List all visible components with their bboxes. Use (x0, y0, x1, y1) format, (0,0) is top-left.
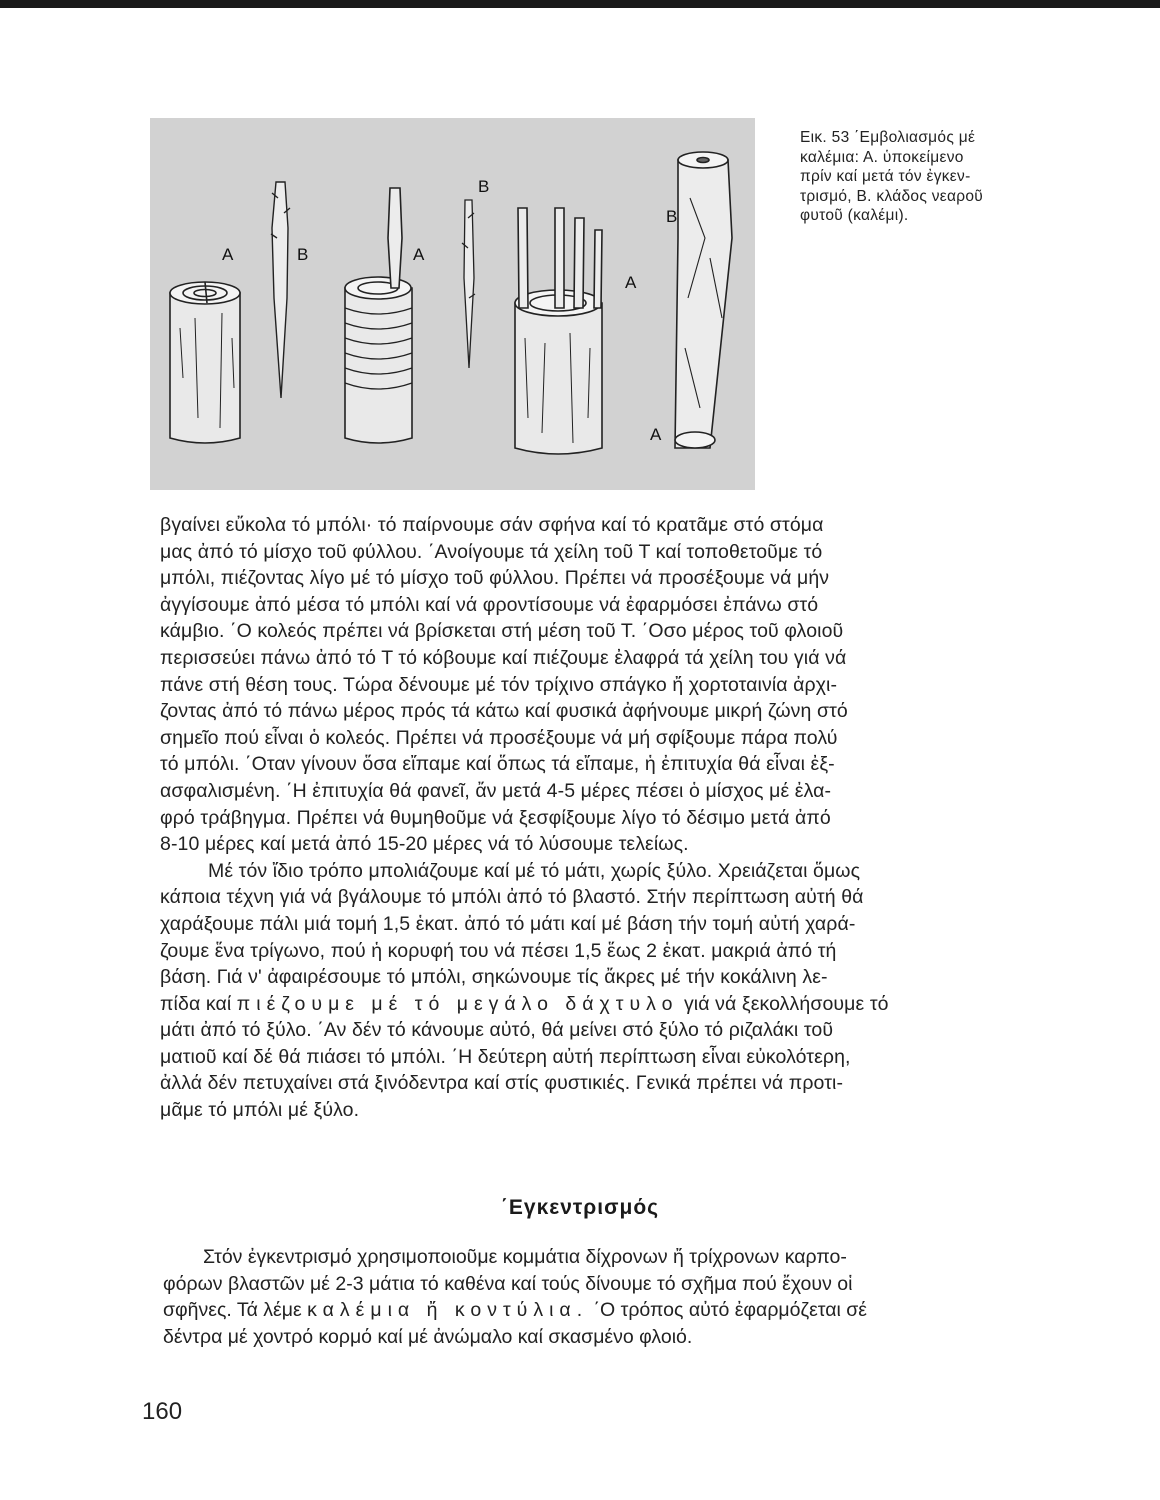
text-line: Μέ τόν ἴδιο τρόπο μπολιάζουμε καί μέ τό μάτι, χωρίς ξύλο. Χρειάζεται ὅμως (208, 859, 861, 882)
text-run: ΄Ο τρόπος αὐτό ἐφαρμόζεται σέ (593, 1299, 867, 1322)
text-line: μας ἀπό τό μίσχο τοῦ φύλλου. ΄Ανοίγουμε τά χείλη τοῦ Τ καί τοποθετοῦμε τό (160, 540, 823, 563)
emphasized-text: καλέμια ἤ κοντύλια. (307, 1299, 589, 1322)
text-line: μάτι ἀπό τό ξύλο. ΄Αν δέν τό κάνουμε αὐτό, θά μείνει στό ξύλο τό ριζαλάκι τοῦ (160, 1019, 834, 1042)
caption-line: φυτοῦ (καλέμι). (800, 207, 909, 224)
stock-tied-trunk (345, 188, 412, 443)
text-line (163, 1297, 1075, 1324)
text-line: βγαίνει εὔκολα τό μπόλι· τό παίρνουμε σάν σφήνα καί τό κρατᾶμε στό στόμα (160, 514, 824, 536)
text-line: ζουμε ἕνα τρίγωνο, πού ἡ κορυφή του νά πέσει 1,5 ἕως 2 ἑκατ. μακριά ἀπό τή (160, 939, 837, 962)
text-line: φρό τράβηγμα. Πρέπει νά θυμηθοῦμε νά ξεσφίξουμε λίγο τό δέσιμο μετά ἀπό (160, 806, 831, 829)
emphasized-text: πιέζουμε μέ τό μεγάλο δάχτυλο (236, 992, 679, 1015)
label-b-3: B (666, 207, 678, 226)
text-line: δέντρα μέ χοντρό κορμό καί μέ ἀνώμαλο καί σκασμένο φλοιό. (163, 1325, 693, 1348)
text-line: κάποια τέχνη γιά νά βγάλουμε τό μπόλι ἀπό τό βλαστό. Στήν περίπτωση αὐτή θά (160, 886, 864, 909)
text-run: πίδα καί (160, 992, 232, 1015)
text-run: γιά νά ξεκολλήσουμε τό (683, 992, 889, 1015)
text-line: ματιοῦ καί δέ θά πιάσει τό μπόλι. ΄Η δεύτερη αὐτή περίπτωση εἶναι εὐκολότερη, (160, 1045, 851, 1068)
label-b-1: B (297, 245, 309, 264)
text-line: τό μπόλι. ΄Οταν γίνουν ὅσα εἴπαμε καί ὅπως τά εἴπαμε, ἡ ἐπιτυχία θά εἶναι ἐξ- (160, 753, 835, 776)
scion-2 (462, 200, 475, 368)
text-line: φόρων βλαστῶν μέ 2-3 μάτια τό καθένα καί τούς δίνουμε τό σχῆμα πού ἔχουν οἱ (163, 1272, 853, 1295)
caption-line: Εικ. 53 ΄Εμβολιασμός μέ (800, 129, 976, 146)
text-line: ἀγγίσουμε ἀπό μέσα τό μπόλι καί νά φροντίσουμε νά ἐφαρμόσει ἐπάνω στό (160, 593, 819, 616)
caption-line: πρίν καί μετά τόν ἐγκεν- (800, 168, 971, 185)
section-heading: ΄Εγκεντρισμός (500, 1196, 660, 1219)
caption-line: καλέμια: Α. ὑποκείμενο (800, 148, 964, 166)
stock-split-trunk (170, 282, 240, 443)
figure-53-illustration (150, 118, 755, 490)
text-line: σημεῖο πού εἶναι ὁ κολεός. Πρέπει νά προσέξουμε νά μή σφίξουμε πάρα πολύ (160, 726, 838, 749)
figure-caption (800, 128, 1050, 226)
scion-1 (271, 182, 290, 398)
text-line: 8-10 μέρες καί μετά ἀπό 15-20 μέρες νά τό λύσουμε τελείως. (160, 833, 689, 856)
text-run: σφῆνες. Τά λέμε (163, 1299, 302, 1322)
label-b-2: B (478, 177, 490, 196)
page-top-edge (0, 0, 1160, 8)
text-line: πάνε στή θέση τους. Τώρα δένουμε μέ τόν τρίχινο σπάγκο ἤ χορτοταινία ἀρχι- (160, 673, 838, 696)
text-line: χαράξουμε πάλι μιά τομή 1,5 ἑκατ. ἀπό τό μάτι καί μέ βάση τήν τομή αὐτή χαρά- (160, 912, 856, 935)
section-paragraph (163, 1244, 1075, 1350)
text-line: μᾶμε τό μπόλι μέ ξύλο. (160, 1099, 360, 1122)
page-number: 160 (142, 1398, 183, 1425)
text-line: ἀλλά δέν πετυχαίνει στά ξινόδεντρα καί στίς φυστικιές. Γενικά πρέπει νά προτι- (160, 1072, 844, 1095)
label-a-2: A (413, 245, 425, 264)
text-line: ζοντας ἀπό τό πάνω μέρος πρός τά κάτω καί φυσικά ἀφήνουμε μικρή ζώνη στό (160, 700, 848, 723)
stock-multi-scion (515, 208, 602, 454)
label-a-1: A (222, 245, 234, 264)
text-line (160, 991, 1075, 1018)
caption-line: τρισμό, Β. κλάδος νεαροῦ (800, 187, 984, 205)
text-line: περισσεύει πάνω ἀπό τό Τ τό κόβουμε καί πιέζουμε ἐλαφρά τά χείλη του γιά νά (160, 646, 847, 669)
text-line: κάμβιο. ΄Ο κολεός πρέπει νά βρίσκεται στή μέση τοῦ Τ. ΄Οσο μέρος τοῦ φλοιοῦ (160, 620, 844, 643)
label-a-4: A (650, 425, 662, 444)
text-line: Στόν ἐγκεντρισμό χρησιμοποιοῦμε κομμάτια δίχρονων ἤ τρίχρονων καρπο- (203, 1246, 847, 1268)
scion-branch-kalemi (675, 152, 732, 448)
label-a-3: A (625, 273, 637, 292)
text-line: ασφαλισμένη. ΄Η ἐπιτυχία θά φανεῖ, ἄν μετά 4-5 μέρες πέσει ὁ μίσχος μέ ἐλα- (160, 779, 832, 802)
text-line: βάση. Γιά ν' ἀφαιρέσουμε τό μπόλι, σηκώνουμε τίς ἄκρες μέ τήν κοκάλινη λε- (160, 966, 828, 989)
text-line: μπόλι, πιέζοντας λίγο μέ τό μίσχο τοῦ φύλλου. Πρέπει νά προσέξουμε νά μήν (160, 567, 830, 590)
body-paragraphs (160, 512, 1075, 1124)
